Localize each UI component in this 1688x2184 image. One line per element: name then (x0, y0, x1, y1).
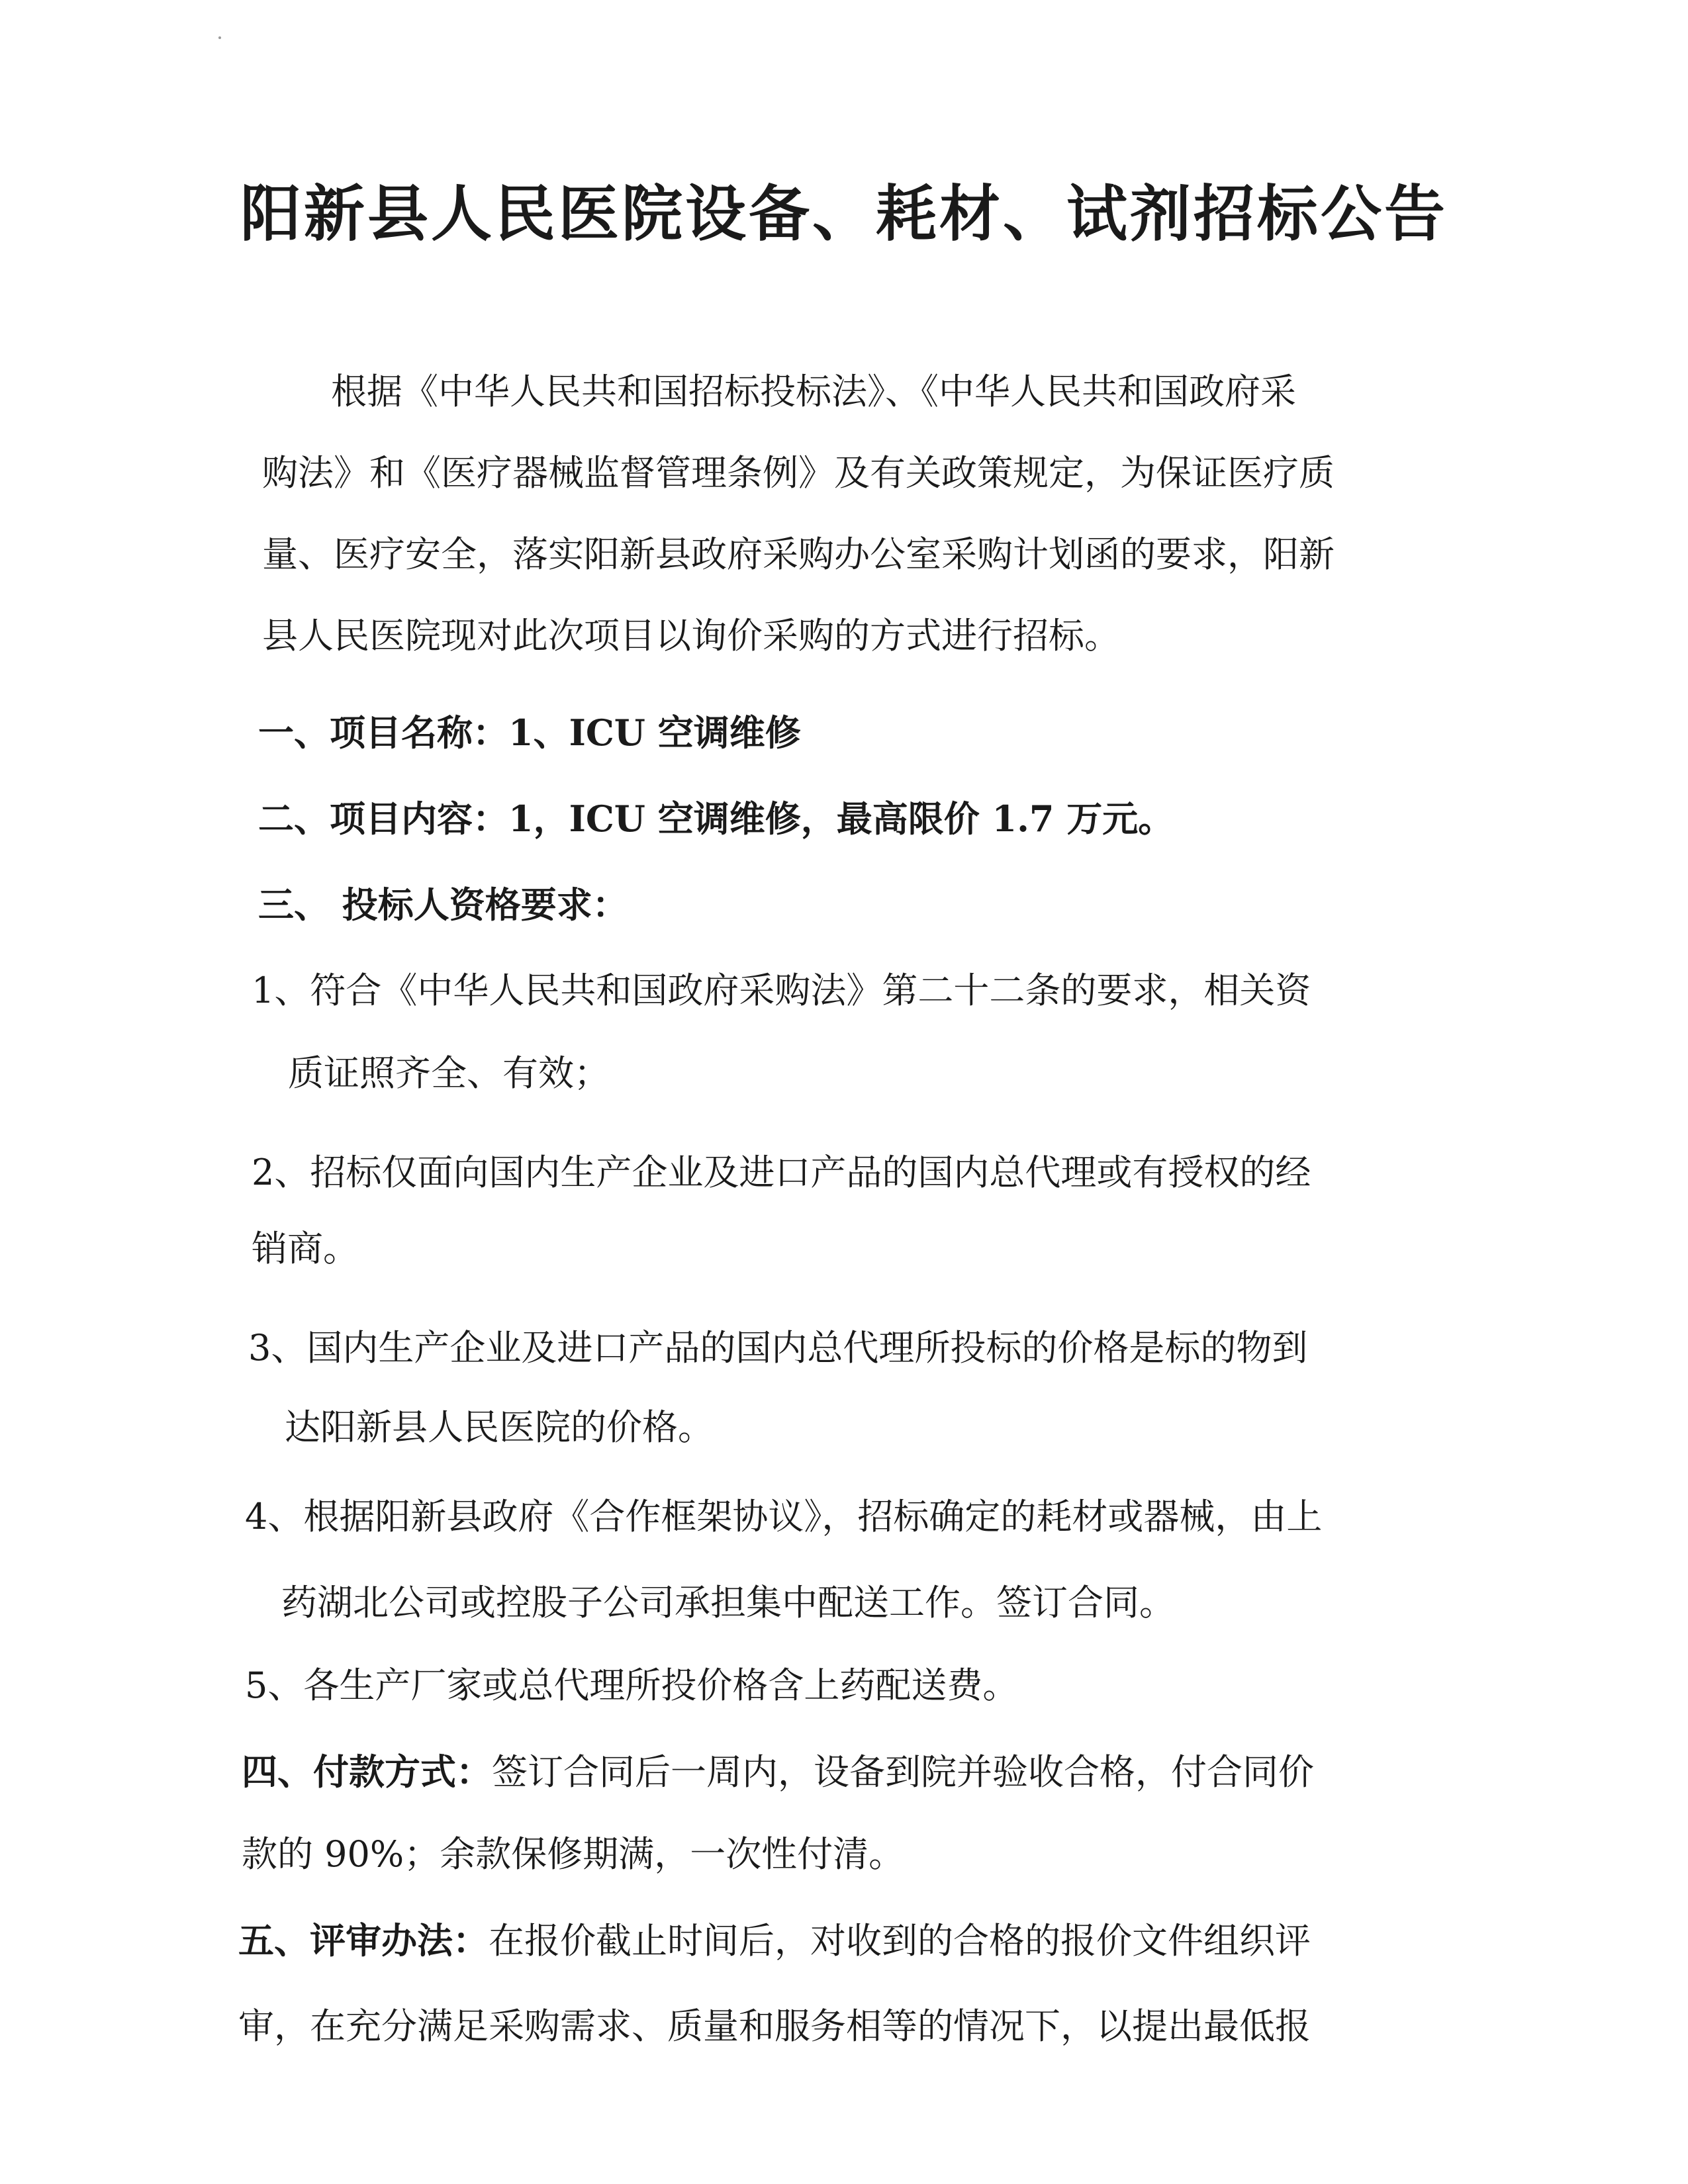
scan-speck (218, 36, 221, 39)
section-payment-line-1 (242, 1751, 1314, 1793)
page-title: 阳新县人民医院设备、耗材、试剂招标公告 (240, 179, 1448, 250)
requirement-1-line-1: 1、符合《中华人民共和国政府采购法》第二十二条的要求，相关资 (252, 970, 1311, 1011)
intro-line-4: 县人民医院现对此次项目以询价采购的方式进行招标。 (262, 615, 1120, 657)
section-review-text-1: 在报价截止时间后，对收到的合格的报价文件组织评 (489, 1920, 1311, 1962)
intro-line-3: 量、医疗安全，落实阳新县政府采购办公室采购计划函的要求，阳新 (262, 533, 1335, 575)
section-project-name-label: 一、项目名称： (258, 711, 508, 754)
requirement-1-line-2: 质证照齐全、有效； (288, 1052, 610, 1094)
section-review-label: 五、评审办法： (238, 1919, 489, 1962)
requirement-4-line-2: 药湖北公司或控股子公司承担集中配送工作。签订合同。 (281, 1582, 1175, 1623)
section-bidder-requirements: 三、 投标人资格要求： (258, 884, 628, 926)
section-review-line-1 (238, 1919, 1311, 1962)
section-project-content-text: 1，ICU 空调维修，最高限价 1.7 万元。 (508, 797, 1174, 840)
requirement-4-line-1: 4、根据阳新县政府《合作框架协议》，招标确定的耗材或器械，由上 (245, 1496, 1323, 1537)
section-project-content (258, 797, 1174, 840)
requirement-5-line-1: 5、各生产厂家或总代理所投价格含上药配送费。 (245, 1664, 1019, 1706)
section-project-content-label: 二、项目内容： (258, 797, 508, 840)
requirement-3-line-1: 3、国内生产企业及进口产品的国内总代理所投标的价格是标的物到 (248, 1327, 1308, 1369)
intro-line-1: 根据《中华人民共和国招标投标法》、《中华人民共和国政府采 (331, 371, 1296, 412)
requirement-3-line-2: 达阳新县人民医院的价格。 (285, 1406, 714, 1448)
section-review-line-2: 审，在充分满足采购需求、质量和服务相等的情况下，以提出最低报 (238, 2005, 1311, 2047)
requirement-2-line-1: 2、招标仅面向国内生产企业及进口产品的国内总代理或有授权的经 (252, 1152, 1311, 1193)
section-project-name-text: 1、ICU 空调维修 (508, 711, 801, 754)
intro-line-2: 购法》和《医疗器械监督管理条例》及有关政策规定，为保证医疗质 (262, 452, 1335, 494)
requirement-2-line-2: 销商。 (252, 1228, 359, 1269)
section-project-name (258, 711, 801, 754)
section-payment-label: 四、付款方式： (242, 1751, 492, 1793)
section-payment-text-1: 签订合同后一周内，设备到院并验收合格，付合同价 (492, 1751, 1314, 1793)
section-payment-line-2: 款的 90%；余款保修期满，一次性付清。 (242, 1833, 905, 1875)
